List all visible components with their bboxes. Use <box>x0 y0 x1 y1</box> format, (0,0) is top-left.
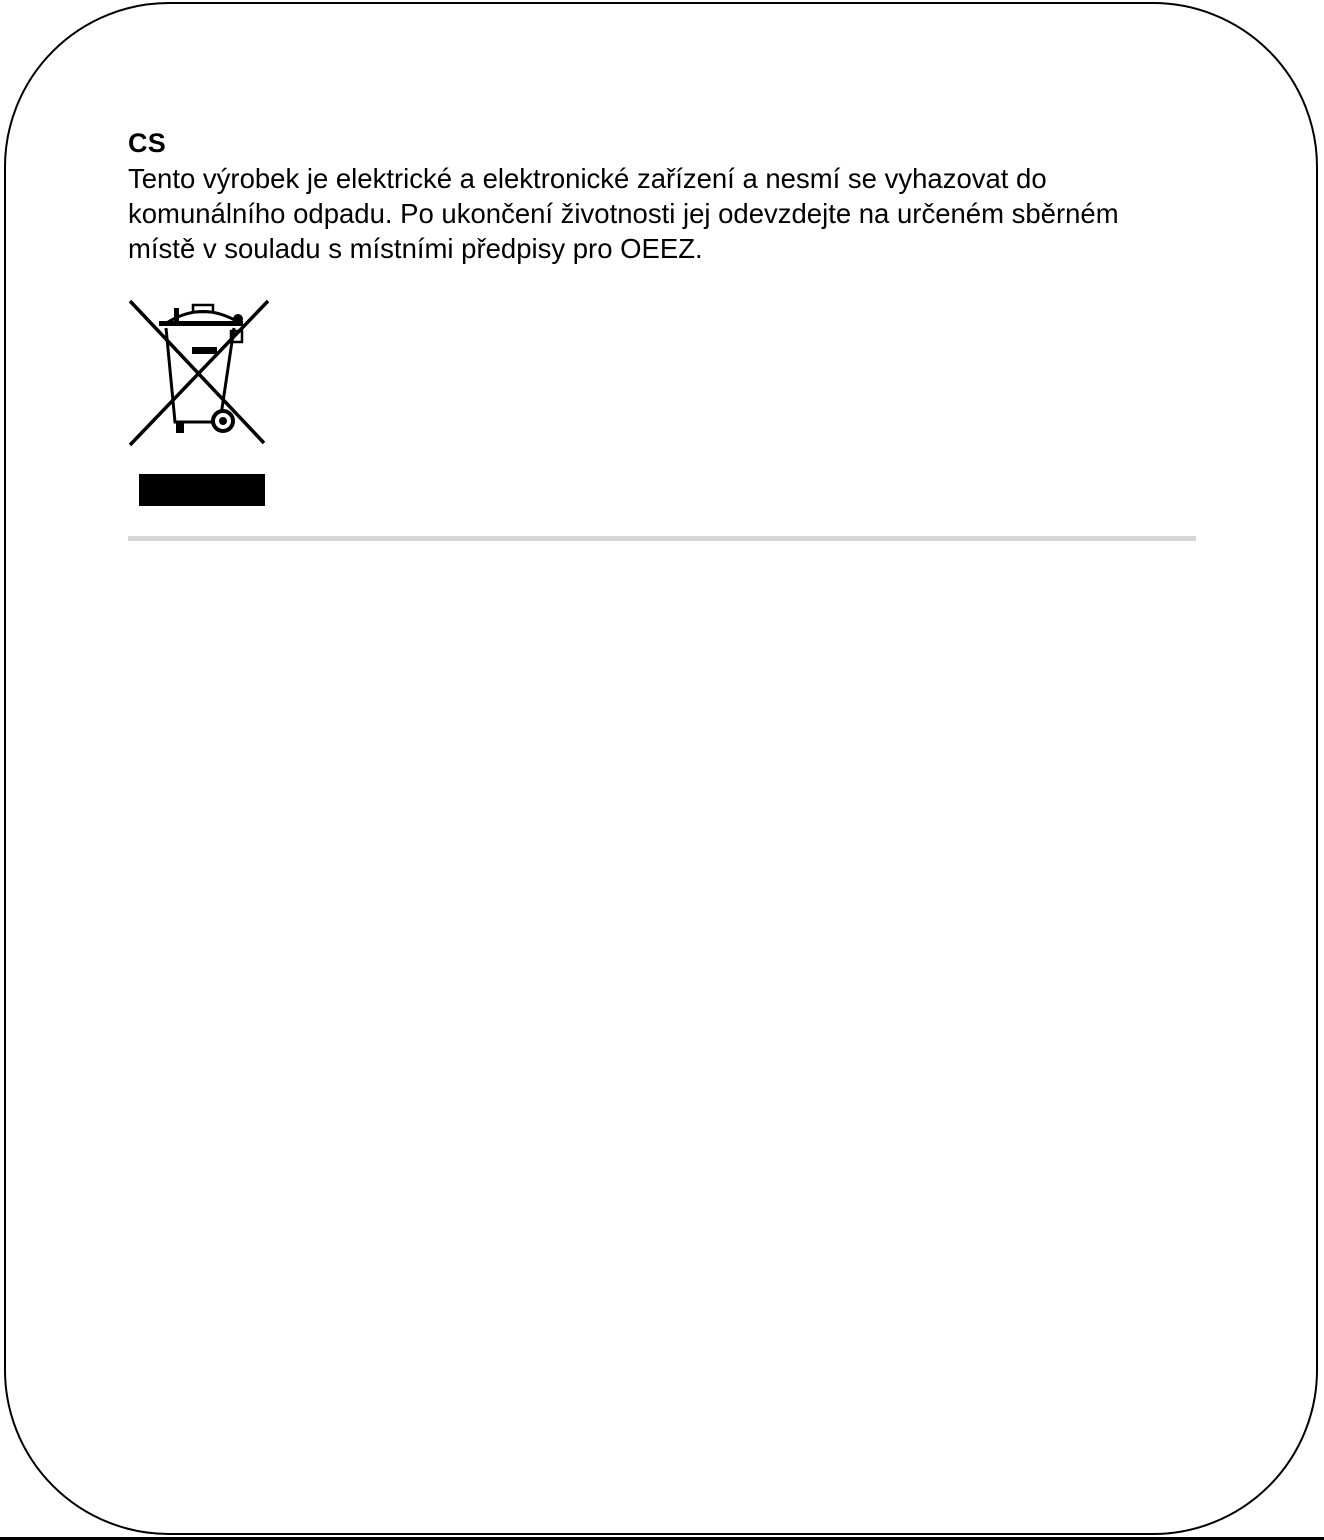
cs-section <box>128 128 1196 266</box>
weee-bar-marker <box>139 474 265 506</box>
crossed-out-wheelie-bin-icon <box>128 297 270 447</box>
section-divider <box>128 536 1196 541</box>
language-code: CS <box>128 128 167 158</box>
weee-notice-text: Tento výrobek je elektrické a elektronické zařízení a nesmí se vyhazovat do komunálního odpadu. Po ukončení životnosti jej odevzdejte na určeném sběrném místě v souladu s místními předpisy pro OEEZ. <box>128 163 1119 264</box>
